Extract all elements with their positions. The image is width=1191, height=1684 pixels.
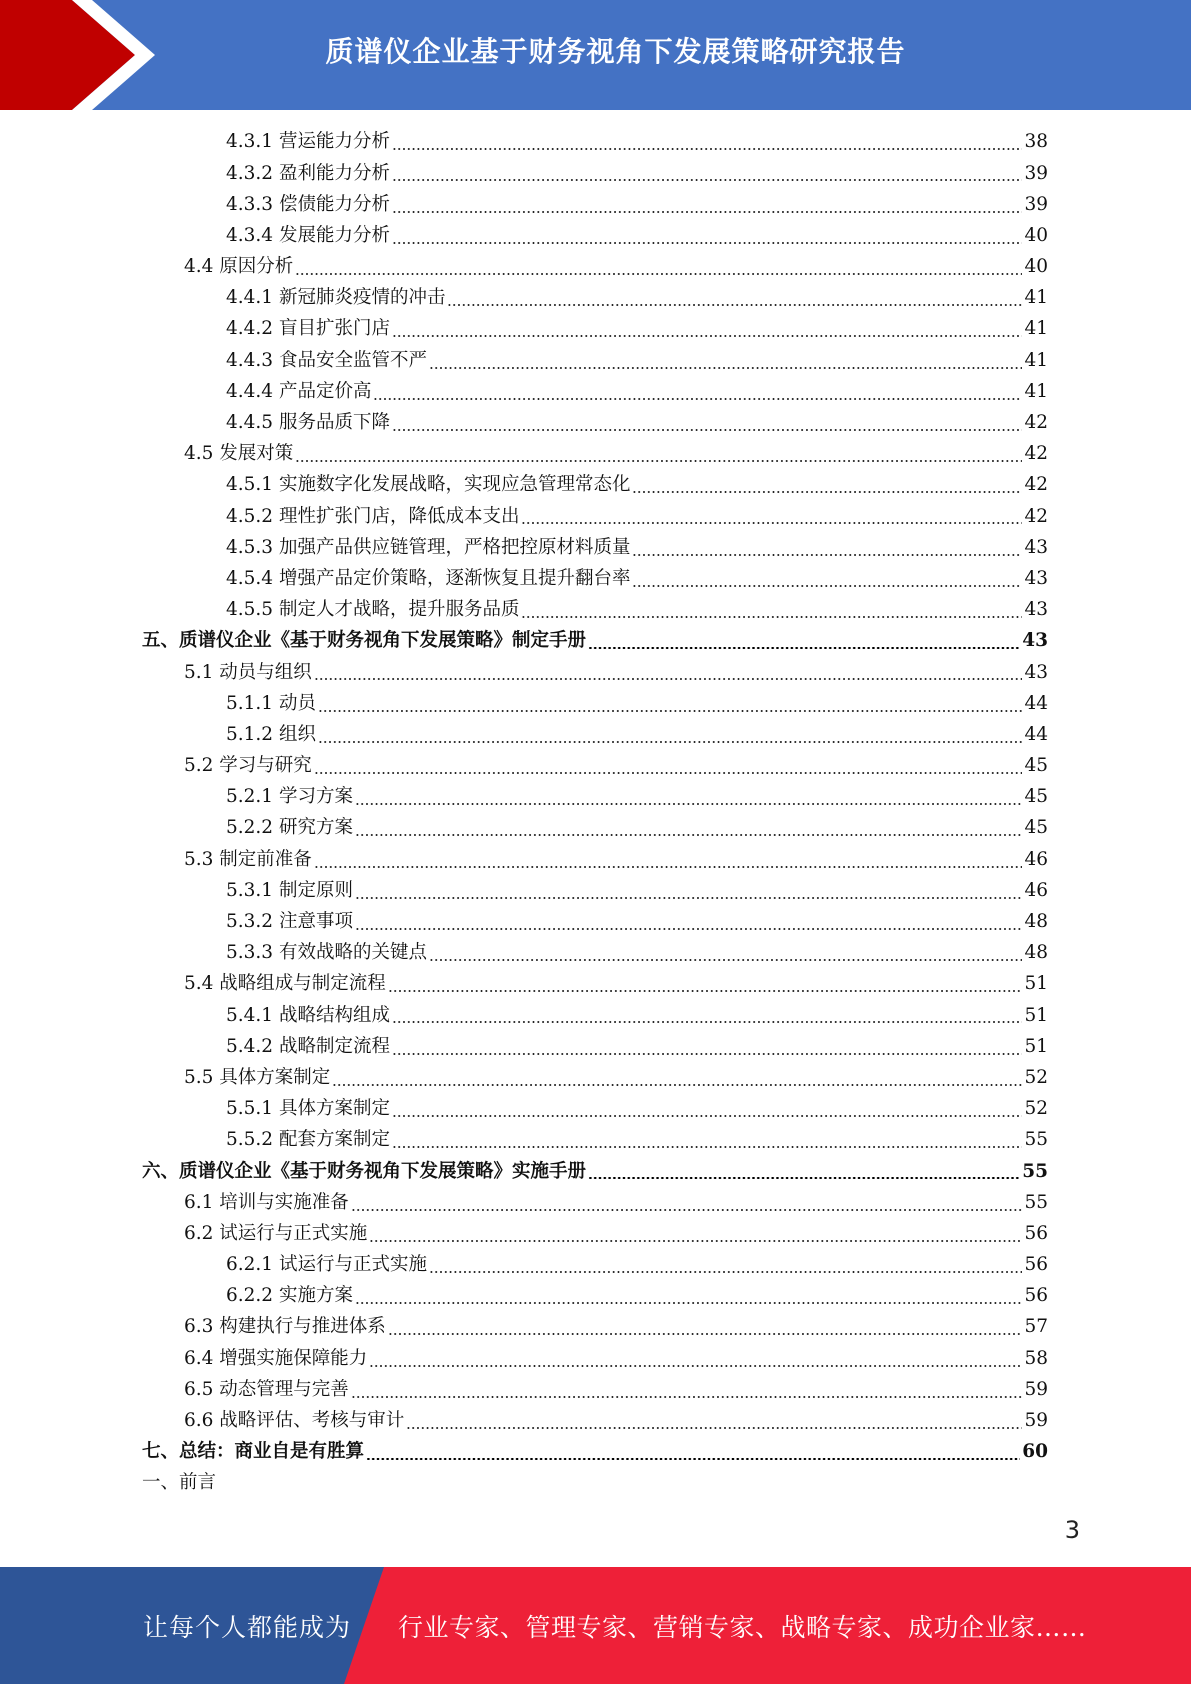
toc-dot-leader (406, 1427, 1022, 1429)
toc-entry-page: 51 (1024, 1035, 1048, 1057)
toc-entry[interactable] (142, 1219, 1048, 1250)
toc-entry-label: 五、质谱仪企业《基于财务视角下发展策略》制定手册 (142, 630, 587, 652)
toc-entry-page: 43 (1024, 661, 1048, 683)
toc-entry[interactable] (142, 501, 1048, 532)
toc-dot-leader (429, 367, 1022, 369)
toc-entry-label: 4.4.3 食品安全监管不严 (226, 349, 427, 371)
toc-entry[interactable] (142, 221, 1048, 252)
toc-entry-label: 4.3.4 发展能力分析 (226, 224, 390, 246)
toc-entry[interactable] (142, 377, 1048, 408)
toc-entry-label: 4.4.4 产品定价高 (226, 380, 372, 402)
toc-entry-label: 6.4 增强实施保障能力 (184, 1347, 368, 1369)
report-title: 质谱仪企业基于财务视角下发展策略研究报告 (325, 35, 906, 68)
toc-entry[interactable] (142, 1094, 1048, 1125)
toc-entry-page: 45 (1024, 786, 1048, 808)
toc-dot-leader (314, 772, 1023, 774)
toc-entry[interactable] (142, 969, 1048, 1000)
toc-entry-label: 6.2.2 实施方案 (226, 1285, 353, 1307)
toc-entry[interactable] (142, 252, 1048, 283)
toc-entry-page: 52 (1024, 1098, 1048, 1120)
toc-entry-label: 6.6 战略评估、考核与审计 (184, 1410, 405, 1432)
toc-dot-leader (392, 148, 1022, 150)
toc-entry[interactable] (142, 439, 1048, 470)
toc-entry-label: 5.3 制定前准备 (184, 848, 312, 870)
toc-dot-leader (588, 1177, 1020, 1179)
toc-entry-page: 39 (1024, 162, 1048, 184)
toc-entry-label: 6.2 试运行与正式实施 (184, 1222, 368, 1244)
page-number: 3 (1064, 1516, 1080, 1544)
toc-dot-leader (314, 866, 1023, 868)
toc-entry-page: 40 (1024, 256, 1048, 278)
toc-entry[interactable] (142, 1187, 1048, 1218)
toc-dot-leader (392, 1146, 1022, 1148)
toc-dot-leader (366, 1458, 1020, 1460)
toc-entry[interactable] (142, 408, 1048, 439)
toc-entry[interactable] (142, 1250, 1048, 1281)
toc-entry-page: 42 (1024, 474, 1048, 496)
toc-entry-page: 55 (1024, 1129, 1048, 1151)
toc-entry-label: 5.2.1 学习方案 (226, 786, 353, 808)
toc-entry-label: 5.5.1 具体方案制定 (226, 1098, 390, 1120)
toc-entry-page: 51 (1024, 973, 1048, 995)
toc-dot-leader (369, 1365, 1022, 1367)
toc-entry-label: 4.5.2 理性扩张门店，降低成本支出 (226, 505, 520, 527)
toc-entry-page: 41 (1024, 349, 1048, 371)
toc-entry[interactable] (142, 876, 1048, 907)
toc-entry-label: 4.4.5 服务品质下降 (226, 412, 390, 434)
toc-entry-page: 55 (1024, 1191, 1048, 1213)
toc-entry[interactable] (142, 595, 1048, 626)
footer-slogan-left: 让每个人都能成为 (143, 1612, 352, 1642)
toc-entry-page: 43 (1024, 536, 1048, 558)
toc-entry-label: 4.3.1 营运能力分析 (226, 131, 390, 153)
toc-entry-label: 4.4 原因分析 (184, 256, 294, 278)
toc-entry-page: 44 (1024, 692, 1048, 714)
toc-entry[interactable] (142, 1406, 1048, 1437)
toc-entry-page: 41 (1024, 318, 1048, 340)
toc-entry-page: 41 (1024, 287, 1048, 309)
toc-entry[interactable] (142, 1000, 1048, 1031)
toc-entry-label: 5.2 学习与研究 (184, 755, 312, 777)
toc-entry[interactable] (142, 470, 1048, 501)
toc-entry-label: 5.5 具体方案制定 (184, 1066, 331, 1088)
toc-dot-leader (447, 304, 1022, 306)
toc-dot-leader (332, 1084, 1022, 1086)
toc-entry[interactable] (142, 314, 1048, 345)
toc-dot-leader (318, 741, 1023, 743)
toc-entry-label: 5.4.1 战略结构组成 (226, 1004, 390, 1026)
footer-slogan-right: 行业专家、管理专家、营销专家、战略专家、成功企业家…… (398, 1612, 1087, 1642)
toc-entry[interactable] (142, 127, 1048, 158)
toc-entry-label: 4.5.4 增强产品定价策略，逐渐恢复且提升翻台率 (226, 567, 631, 589)
toc-entry[interactable] (142, 751, 1048, 782)
toc-entry-page: 56 (1024, 1254, 1048, 1276)
toc-entry[interactable] (142, 532, 1048, 563)
toc-entry-label: 5.4.2 战略制定流程 (226, 1035, 390, 1057)
toc-entry[interactable] (142, 564, 1048, 595)
toc-dot-leader (521, 616, 1022, 618)
toc-entry-label: 一、前言 (142, 1472, 217, 1494)
toc-dot-leader (632, 491, 1022, 493)
toc-entry-page: 57 (1024, 1316, 1048, 1338)
toc-entry-page: 55 (1022, 1160, 1048, 1182)
toc-entry-label: 5.1.2 组织 (226, 723, 316, 745)
toc-entry[interactable] (142, 907, 1048, 938)
toc-entry[interactable] (142, 283, 1048, 314)
toc-entry-page: 43 (1022, 630, 1048, 652)
toc-dot-leader (355, 928, 1023, 930)
toc-entry-page: 56 (1024, 1222, 1048, 1244)
toc-entry[interactable] (142, 938, 1048, 969)
toc-entry-label: 4.5 发展对策 (184, 443, 294, 465)
toc-dot-leader (392, 1115, 1022, 1117)
toc-entry[interactable] (142, 813, 1048, 844)
toc-dot-leader (388, 990, 1023, 992)
toc-entry-page: 48 (1024, 942, 1048, 964)
toc-entry[interactable] (142, 844, 1048, 875)
toc-entry[interactable] (142, 688, 1048, 719)
toc-dot-leader (392, 429, 1022, 431)
toc-entry-page: 52 (1024, 1066, 1048, 1088)
toc-entry-label: 4.4.1 新冠肺炎疫情的冲击 (226, 287, 446, 309)
toc-dot-leader (369, 1240, 1022, 1242)
toc-entry-label: 6.1 培训与实施准备 (184, 1191, 349, 1213)
toc-entry[interactable] (142, 782, 1048, 813)
toc-entry[interactable] (142, 626, 1048, 657)
toc-entry-page: 45 (1024, 755, 1048, 777)
toc-entry[interactable] (142, 158, 1048, 189)
toc-dot-leader (295, 273, 1022, 275)
toc-entry-label: 4.5.5 制定人才战略，提升服务品质 (226, 599, 520, 621)
toc-dot-leader (429, 1271, 1022, 1273)
toc-entry[interactable] (142, 1437, 1048, 1468)
toc-entry-page: 43 (1024, 567, 1048, 589)
toc-entry-page: 38 (1024, 131, 1048, 153)
toc-dot-leader (392, 1021, 1022, 1023)
toc-entry-page: 39 (1024, 193, 1048, 215)
toc-entry[interactable] (142, 657, 1048, 688)
toc-dot-leader (429, 959, 1022, 961)
toc-entry-page: 59 (1024, 1378, 1048, 1400)
toc-dot-leader (392, 211, 1022, 213)
toc-entry-label: 5.1 动员与组织 (184, 661, 312, 683)
toc-entry[interactable] (142, 345, 1048, 376)
toc-entry-page: 51 (1024, 1004, 1048, 1026)
toc-dot-leader (351, 1396, 1023, 1398)
toc-entry[interactable] (142, 1312, 1048, 1343)
toc-dot-leader (318, 710, 1023, 712)
toc-entry-label: 六、质谱仪企业《基于财务视角下发展策略》实施手册 (142, 1160, 587, 1182)
toc-dot-leader (355, 803, 1023, 805)
toc-entry-page: 40 (1024, 224, 1048, 246)
toc-entry[interactable] (142, 1468, 1048, 1499)
toc-dot-leader (392, 242, 1022, 244)
toc-entry-label: 5.2.2 研究方案 (226, 817, 353, 839)
toc-entry-label: 5.3.2 注意事项 (226, 911, 353, 933)
toc-dot-leader (521, 522, 1022, 524)
toc-entry-label: 5.5.2 配套方案制定 (226, 1129, 390, 1151)
toc-dot-leader (351, 1209, 1023, 1211)
table-of-contents (142, 127, 1048, 1499)
toc-entry-page: 56 (1024, 1285, 1048, 1307)
toc-entry-label: 4.3.2 盈利能力分析 (226, 162, 390, 184)
toc-entry-label: 5.3.1 制定原则 (226, 879, 353, 901)
toc-dot-leader (632, 585, 1022, 587)
toc-entry-label: 6.2.1 试运行与正式实施 (226, 1254, 427, 1276)
toc-dot-leader (392, 179, 1022, 181)
toc-entry-page: 45 (1024, 817, 1048, 839)
toc-entry[interactable] (142, 720, 1048, 751)
toc-entry-page: 42 (1024, 505, 1048, 527)
toc-entry-page: 46 (1024, 848, 1048, 870)
toc-entry-page: 44 (1024, 723, 1048, 745)
toc-dot-leader (388, 1333, 1023, 1335)
toc-entry-page: 42 (1024, 443, 1048, 465)
toc-entry-label: 4.3.3 偿债能力分析 (226, 193, 390, 215)
toc-dot-leader (355, 1302, 1023, 1304)
toc-entry-page: 58 (1024, 1347, 1048, 1369)
toc-dot-leader (314, 678, 1023, 680)
toc-dot-leader (392, 1053, 1022, 1055)
toc-entry-label: 5.4 战略组成与制定流程 (184, 973, 386, 995)
page-header (0, 0, 1191, 110)
toc-dot-leader (588, 647, 1020, 649)
toc-entry-label: 6.3 构建执行与推进体系 (184, 1316, 386, 1338)
toc-entry[interactable] (142, 1031, 1048, 1062)
toc-dot-leader (373, 398, 1022, 400)
toc-dot-leader (355, 897, 1023, 899)
toc-entry-page: 43 (1024, 599, 1048, 621)
toc-dot-leader (295, 460, 1022, 462)
toc-entry-page: 60 (1022, 1441, 1048, 1463)
toc-dot-leader (392, 335, 1022, 337)
toc-entry-label: 4.5.1 实施数字化发展战略，实现应急管理常态化 (226, 474, 631, 496)
toc-dot-leader (632, 554, 1022, 556)
toc-entry[interactable] (142, 189, 1048, 220)
toc-entry-label: 6.5 动态管理与完善 (184, 1378, 349, 1400)
toc-entry-label: 5.3.3 有效战略的关键点 (226, 942, 427, 964)
toc-entry[interactable] (142, 1375, 1048, 1406)
toc-entry[interactable] (142, 1063, 1048, 1094)
toc-entry-page: 41 (1024, 380, 1048, 402)
toc-entry-page: 46 (1024, 879, 1048, 901)
toc-entry[interactable] (142, 1343, 1048, 1374)
toc-entry-page: 59 (1024, 1410, 1048, 1432)
toc-entry-label: 5.1.1 动员 (226, 692, 316, 714)
page-footer (0, 1567, 1191, 1684)
toc-entry-label: 4.4.2 盲目扩张门店 (226, 318, 390, 340)
toc-dot-leader (355, 834, 1023, 836)
toc-entry-page: 42 (1024, 412, 1048, 434)
toc-entry-page: 48 (1024, 911, 1048, 933)
toc-entry-label: 七、总结：商业自是有胜算 (142, 1441, 365, 1463)
toc-entry[interactable] (142, 1281, 1048, 1312)
toc-entry[interactable] (142, 1156, 1048, 1187)
toc-entry-label: 4.5.3 加强产品供应链管理，严格把控原材料质量 (226, 536, 631, 558)
toc-entry[interactable] (142, 1125, 1048, 1156)
